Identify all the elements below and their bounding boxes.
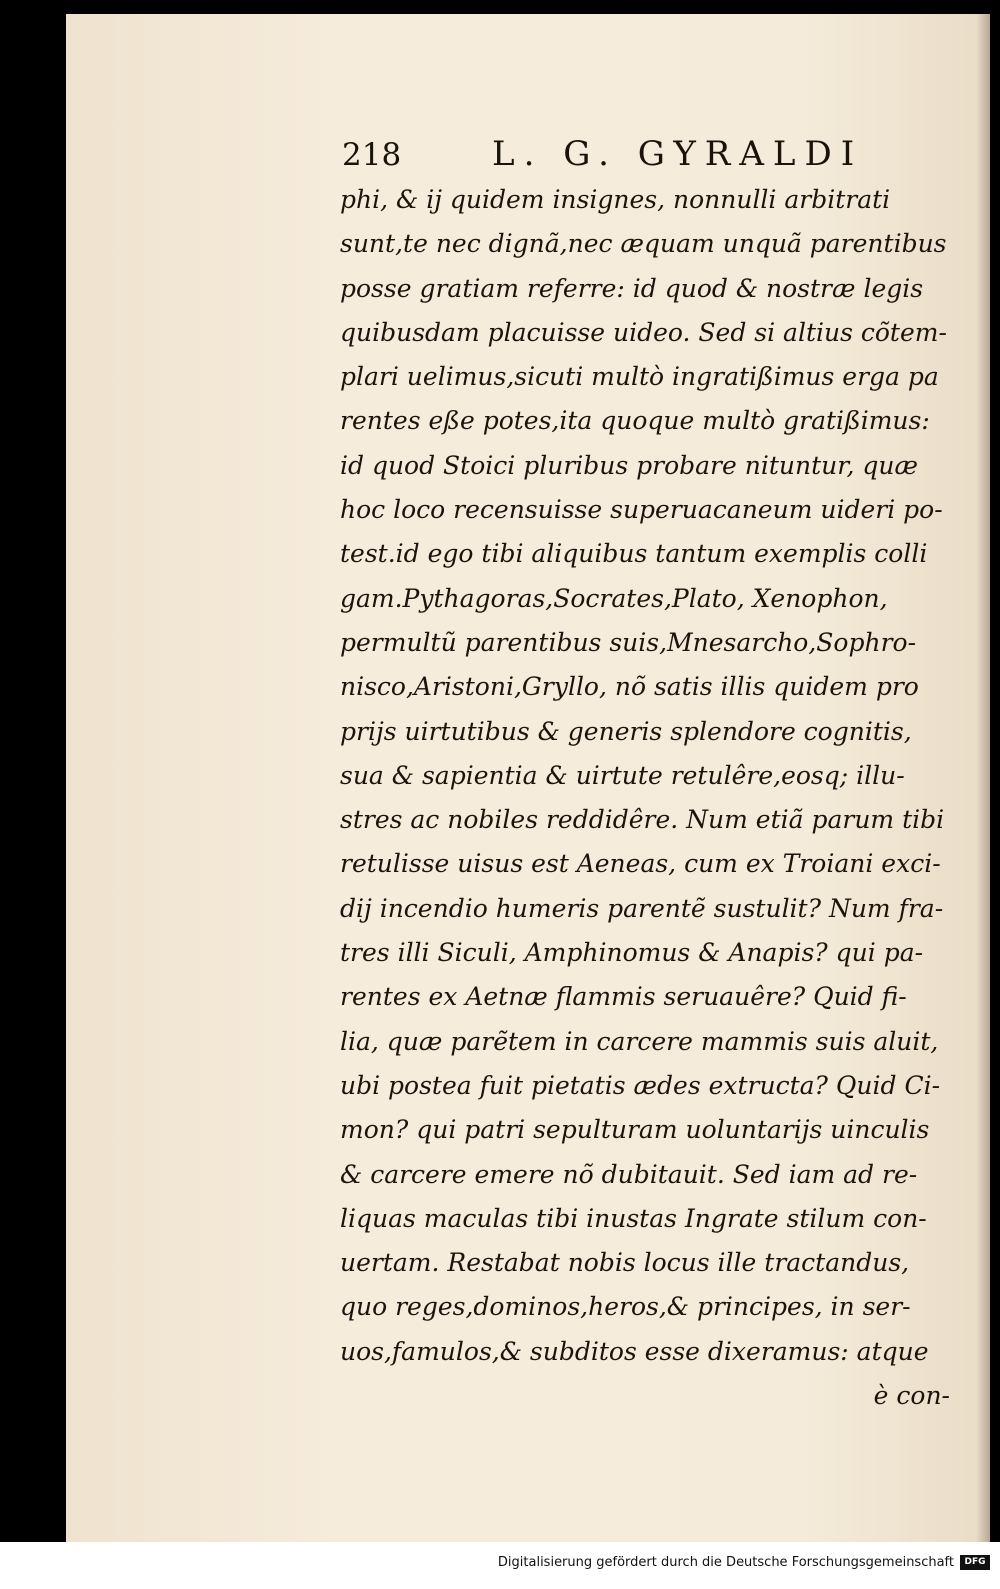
text-line: liquas maculas tibi inustas Ingrate stilum con- (340, 1203, 927, 1233)
text-line: prijs uirtutibus & generis splendore cognitis, (340, 716, 912, 746)
text-line: dij incendio humeris parentẽ sustulit? Num fra- (340, 893, 944, 923)
text-line: id quod Stoici pluribus probare nituntur, quæ (340, 450, 918, 480)
text-line: phi, & ij quidem insignes, nonnulli arbitrati (340, 185, 891, 214)
body-text (340, 178, 970, 1418)
catchword: è con- (873, 1381, 950, 1411)
text-line: rentes ex Aetnæ flammis seruauêre? Quid fi- (340, 982, 907, 1012)
text-line: mon? qui patri sepulturam uoluntarijs uinculis (340, 1115, 930, 1145)
dfg-logo-icon: DFG (960, 1555, 990, 1570)
page-number: 218 (342, 137, 402, 173)
text-line: & carcere emere nõ dubitauit. Sed iam ad re- (340, 1159, 918, 1189)
running-head: L. G. GYRALDI (492, 134, 864, 174)
text-line: rentes eße potes,ita quoque multò gratißimus: (340, 406, 930, 436)
text-line: sua & sapientia & uirtute retulêre,eosq; illu- (340, 760, 905, 790)
page-header (342, 134, 942, 174)
book-page (66, 14, 990, 1542)
text-line: test.id ego tibi aliquibus tantum exemplis colli (340, 539, 928, 569)
text-line: retulisse uisus est Aeneas, cum ex Troiani exci- (340, 849, 941, 879)
footer-bar (0, 1542, 1000, 1589)
text-line: gam.Pythagoras,Socrates,Plato, Xenophon, (340, 583, 888, 613)
text-line: posse gratiam referre: id quod & nostræ legis (340, 273, 924, 303)
page-edge-shadow (976, 14, 990, 1542)
text-line: hoc loco recensuisse superuacaneum uideri po- (340, 495, 943, 525)
text-line: quo reges,dominos,heros,& principes, in ser- (340, 1292, 911, 1322)
text-line: sunt,te nec dignã,nec æquam unquã parentibus (340, 229, 947, 259)
text-line: tres illi Siculi, Amphinomus & Anapis? qui pa- (340, 938, 924, 968)
text-line: plari uelimus,sicuti multò ingratißimus erga pa (340, 362, 939, 392)
text-line: uos,famulos,& subditos esse dixeramus: atque (340, 1336, 929, 1366)
text-line: nisco,Aristoni,Gryllo, nõ satis illis quidem pro (340, 672, 919, 702)
text-line: lia, quæ parẽtem in carcere mammis suis aluit, (340, 1026, 939, 1056)
text-line: stres ac nobiles reddidêre. Num etiã parum tibi (340, 805, 945, 835)
text-line: permultũ parentibus suis,Mnesarcho,Sophro- (340, 627, 917, 657)
text-line: quibusdam placuisse uideo. Sed si altius cõtem- (340, 317, 947, 347)
text-line: ubi postea fuit pietatis ædes extructa? Quid Ci- (340, 1070, 941, 1100)
text-line: uertam. Restabat nobis locus ille tractandus, (340, 1248, 910, 1278)
funding-credit: Digitalisierung gefördert durch die Deutsche Forschungsgemeinschaft (497, 1555, 954, 1570)
